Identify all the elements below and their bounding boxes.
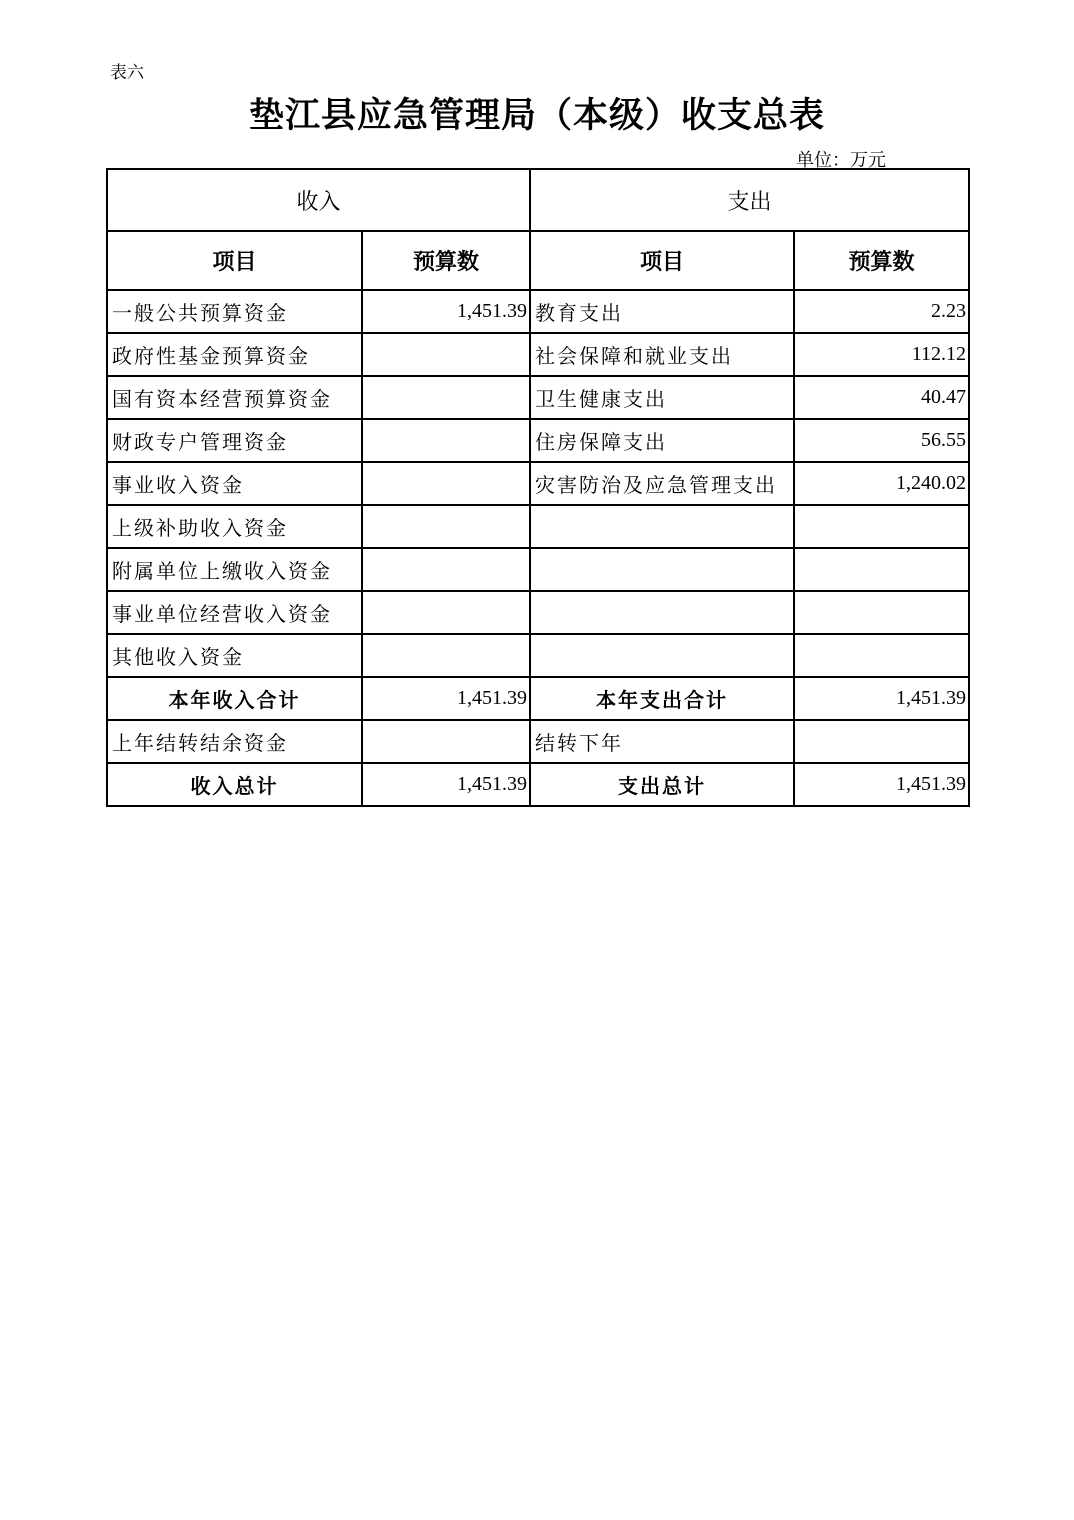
expense-value: 40.47 <box>794 376 969 419</box>
income-value <box>362 591 530 634</box>
income-budget-header: 预算数 <box>362 231 530 290</box>
expense-item <box>530 634 794 677</box>
table-row <box>107 462 969 505</box>
income-item-header: 项目 <box>107 231 362 290</box>
expense-budget-header: 预算数 <box>794 231 969 290</box>
expense-value <box>794 505 969 548</box>
income-section-header: 收入 <box>107 169 530 231</box>
income-item: 上级补助收入资金 <box>107 505 362 548</box>
expense-value: 2.23 <box>794 290 969 333</box>
income-value: 1,451.39 <box>362 290 530 333</box>
expense-item: 灾害防治及应急管理支出 <box>530 462 794 505</box>
column-header-row <box>107 231 969 290</box>
table-row <box>107 634 969 677</box>
expense-year-total-label: 本年支出合计 <box>530 677 794 720</box>
table-row <box>107 591 969 634</box>
income-item: 国有资本经营预算资金 <box>107 376 362 419</box>
income-item: 其他收入资金 <box>107 634 362 677</box>
table-row <box>107 376 969 419</box>
expense-value <box>794 634 969 677</box>
expense-item: 卫生健康支出 <box>530 376 794 419</box>
expense-grand-total-value: 1,451.39 <box>794 763 969 806</box>
expense-grand-total-label: 支出总计 <box>530 763 794 806</box>
expense-year-total-value: 1,451.39 <box>794 677 969 720</box>
income-value <box>362 419 530 462</box>
income-value <box>362 634 530 677</box>
expense-item: 社会保障和就业支出 <box>530 333 794 376</box>
income-year-total-value: 1,451.39 <box>362 677 530 720</box>
income-item: 政府性基金预算资金 <box>107 333 362 376</box>
expense-value <box>794 548 969 591</box>
expense-item: 教育支出 <box>530 290 794 333</box>
income-item: 附属单位上缴收入资金 <box>107 548 362 591</box>
grand-total-row <box>107 763 969 806</box>
expense-carry-label: 结转下年 <box>530 720 794 763</box>
table-row <box>107 419 969 462</box>
income-value <box>362 333 530 376</box>
income-item: 事业收入资金 <box>107 462 362 505</box>
income-carry-label: 上年结转结余资金 <box>107 720 362 763</box>
income-value <box>362 376 530 419</box>
table-row <box>107 505 969 548</box>
expense-carry-value <box>794 720 969 763</box>
expense-section-header: 支出 <box>530 169 969 231</box>
income-carry-value <box>362 720 530 763</box>
income-item: 事业单位经营收入资金 <box>107 591 362 634</box>
expense-value: 1,240.02 <box>794 462 969 505</box>
section-header-row <box>107 169 969 231</box>
budget-table <box>106 168 970 807</box>
table-row <box>107 548 969 591</box>
income-grand-total-label: 收入总计 <box>107 763 362 806</box>
income-item: 一般公共预算资金 <box>107 290 362 333</box>
year-total-row <box>107 677 969 720</box>
unit-label: 单位：万元 <box>796 150 886 171</box>
income-value <box>362 505 530 548</box>
expense-value <box>794 591 969 634</box>
table-number: 表六 <box>110 63 144 83</box>
income-value <box>362 462 530 505</box>
expense-item <box>530 505 794 548</box>
expense-item-header: 项目 <box>530 231 794 290</box>
income-grand-total-value: 1,451.39 <box>362 763 530 806</box>
table-row <box>107 290 969 333</box>
carry-over-row <box>107 720 969 763</box>
expense-item <box>530 548 794 591</box>
income-value <box>362 548 530 591</box>
income-year-total-label: 本年收入合计 <box>107 677 362 720</box>
table-row <box>107 333 969 376</box>
income-item: 财政专户管理资金 <box>107 419 362 462</box>
expense-item: 住房保障支出 <box>530 419 794 462</box>
expense-value: 112.12 <box>794 333 969 376</box>
page-title: 垫江县应急管理局（本级）收支总表 <box>248 96 825 136</box>
expense-value: 56.55 <box>794 419 969 462</box>
expense-item <box>530 591 794 634</box>
